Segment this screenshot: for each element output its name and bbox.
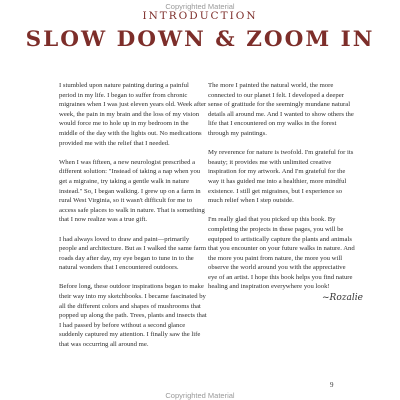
paragraph: Before long, these outdoor inspirations began to make their way into my sketchbooks. I became fascinated by all the different colors and shapes of mushrooms that popped up along the path. Trees, plants and insects that I had passed by before without a second glance suddenly captured my attention. I finally saw the life that was occurring all around me.	[59, 283, 207, 349]
paragraph: When I was fifteen, a new neurologist prescribed a different solution: "Instead of taking a nap when you get a migraine, try taking a gentle walk in nature instead." So, I began walking. I grew up on a farm in rural West Virginia, so it wasn't difficult for me to access safe places to walk in nature. That is something that I now realize was a true gift.	[59, 158, 205, 224]
copyright-watermark-top: Copyrighted Material	[165, 2, 235, 11]
left-text-column	[59, 81, 207, 359]
page-number: 9	[330, 381, 334, 389]
paragraph: My reverence for nature is twofold. I'm grateful for its beauty; it provides me with unlimited creative inspiration for my artwork. And I'm grateful for the way it has guided me into a healthier, more mindful existence. I still get migraines, but I experience so much relief when I step outside.	[208, 149, 354, 205]
paragraph: I stumbled upon nature painting during a painful period in my life. I began to suffer from chronic migraines when I was just eleven years old. Week after week, the pain in my brain and the loss of my vision would force me to hole up in my bedroom in the middle of the day with the lights out. No medications provided me with the relief that I needed.	[59, 82, 207, 147]
section-label: INTRODUCTION	[142, 10, 258, 22]
copyright-watermark-bottom: Copyrighted Material	[165, 391, 235, 400]
page-title: SLOW DOWN & ZOOM IN	[25, 27, 375, 52]
paragraph: The more I painted the natural world, the more connected to our planet I felt. I developed a deeper sense of gratitude for the seemingly mundane natural details all around me. And I wanted to show others the life that I encountered on my walks in the forest through my paintings.	[208, 82, 354, 137]
author-signature: ~Rozalie	[322, 293, 363, 303]
right-text-column	[208, 81, 356, 302]
paragraph: I'm really glad that you picked up this book. By completing the projects in these pages, you will be equipped to artistically capture the plants and animals that you encounter on your future walks in nature. And the more you paint from nature, the more you will observe the world around you with the appreciative eye of an artist. I hope this book helps you find nature healing and inspiration everywhere you look!	[208, 216, 355, 291]
paragraph: I had always loved to draw and paint—primarily people and architecture. But as I walked the same farm roads day after day, my eye began to tune in to the natural wonders that I encountered outdoors.	[59, 235, 207, 272]
